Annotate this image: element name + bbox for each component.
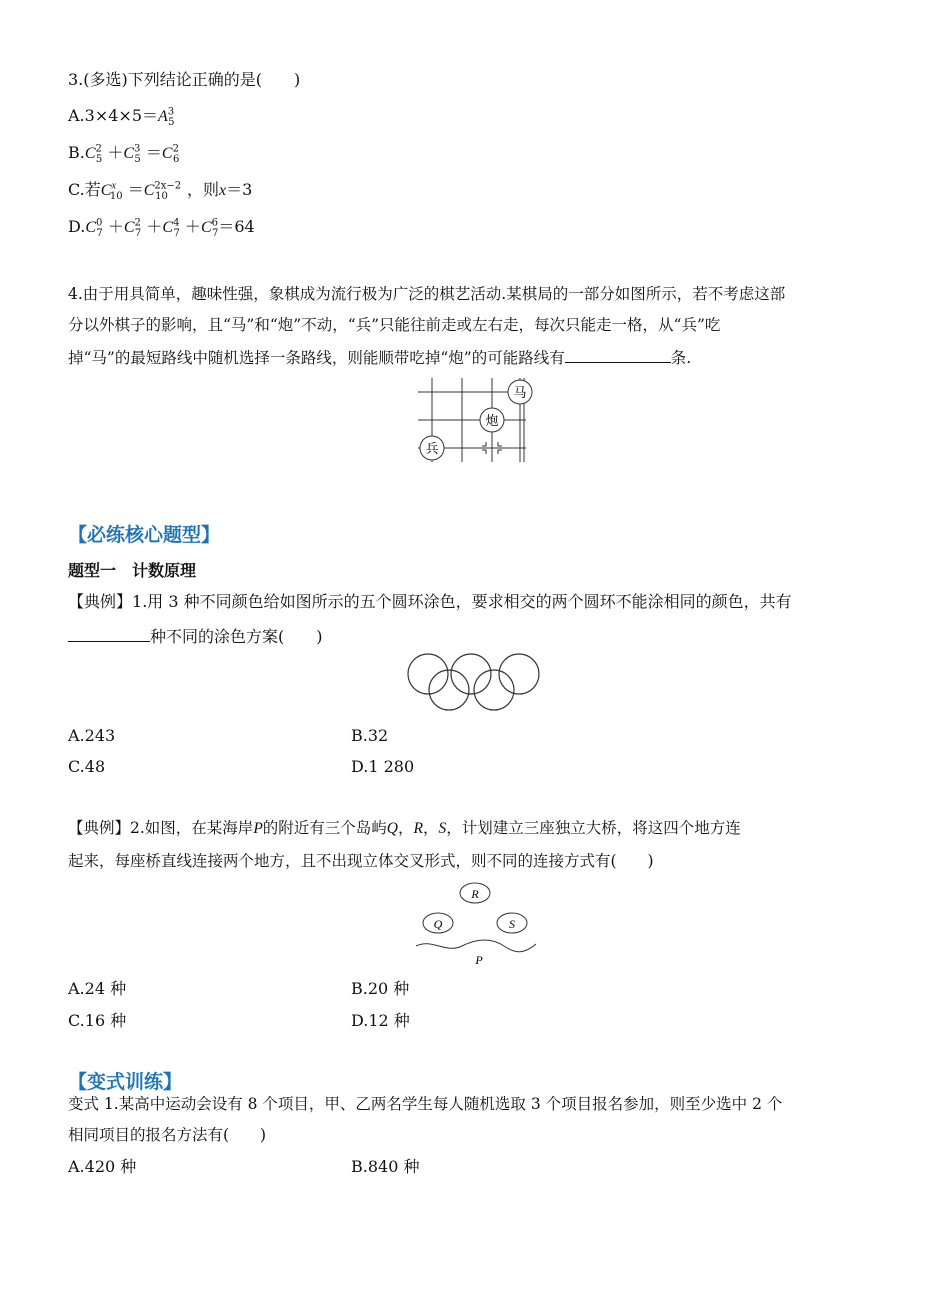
svg-text:兵: 兵 [425, 442, 439, 457]
type-heading-1: 题型一 计数原理 [68, 561, 197, 580]
ex2-option-d: D.12 种 [351, 1011, 410, 1030]
var1-option-a: A.420 种 [68, 1157, 137, 1176]
ex1-option-b: B.32 [351, 726, 389, 745]
q3-option-a: $A.3\times 4\times 5=A^3_5$ [68, 106, 175, 129]
ring-1 [408, 654, 448, 694]
ex2-line-1: 【典例】2.如图，在某海岸P的附近有三个岛屿Q，R，S，计划建立三座独立大桥，将这四个地方连 [68, 819, 741, 837]
svg-text:S: S [509, 917, 515, 931]
five-rings-figure [406, 652, 546, 716]
islands-figure [412, 880, 540, 966]
answer-blank [68, 625, 150, 642]
chess-board-figure [416, 376, 548, 466]
ex1-option-a: A.243 [68, 726, 116, 745]
answer-blank [565, 346, 671, 363]
ex2-line-2: 起来，每座桥直线连接两个地方，且不出现立体交叉形式，则不同的连接方式有( ) [68, 852, 654, 870]
ex1-option-d: D.1 280 [351, 757, 415, 776]
q3-option-b: $B.C^2_5 +C^3_5 =C^2_6$ [68, 143, 180, 166]
ex2-option-b: B.20 种 [351, 979, 410, 998]
piece-ma [508, 380, 532, 404]
q4-line-1: 4.由于用具简单，趣味性强，象棋成为流行极为广泛的棋艺活动.某棋局的一部分如图所示，若不考虑这部 [68, 285, 786, 303]
svg-text:炮: 炮 [485, 414, 499, 429]
svg-text:R: R [471, 887, 479, 901]
ring-3 [451, 654, 491, 694]
piece-pao [480, 408, 504, 432]
svg-text:Q: Q [433, 917, 443, 931]
ex2-option-c: C.16 种 [68, 1011, 127, 1030]
ring-2 [429, 670, 469, 710]
var1-option-b: B.840 种 [351, 1157, 420, 1176]
section-heading-core: 【必练核心题型】 [68, 524, 221, 546]
svg-text:P: P [475, 953, 483, 966]
q4-line-3: 掉“马”的最短路线中随机选择一条路线，则能顺带吃掉“炮”的可能路线有 条. [68, 346, 691, 368]
piece-bing [420, 436, 444, 460]
q3-stem: 3.(多选)下列结论正确的是( ) [68, 70, 301, 89]
q3-option-d: $D.C^0_7 +C^2_7 +C^4_7 +C^6_7=64$ [68, 217, 255, 240]
var1-line-2: 相同项目的报名方法有( ) [68, 1126, 267, 1144]
ex2-option-a: A.24 种 [68, 979, 127, 998]
ex1-line-2: 种不同的涂色方案( ) [68, 625, 323, 647]
var1-line-1: 变式 1.某高中运动会设有 8 个项目，甲、乙两名学生每人随机选取 3 个项目报名参加，则至少选中 2 个 [68, 1095, 783, 1113]
svg-text:马: 马 [513, 386, 527, 401]
coastline [416, 940, 536, 952]
ex1-option-c: C.48 [68, 757, 106, 776]
section-heading-variant: 【变式训练】 [68, 1071, 183, 1093]
q4-line-2: 分以外棋子的影响，且“马”和“炮”不动，“兵”只能往前走或左右走，每次只能走一格，从“兵”吃 [68, 316, 721, 334]
ex1-line-1: 【典例】1.用 3 种不同颜色给如图所示的五个圆环涂色，要求相交的两个圆环不能涂相同的颜色，共有 [68, 592, 792, 611]
q3-option-c: C.若$C^x_{10} =C^{2x-2}_{10}$ ，则x＝3 [68, 180, 253, 203]
